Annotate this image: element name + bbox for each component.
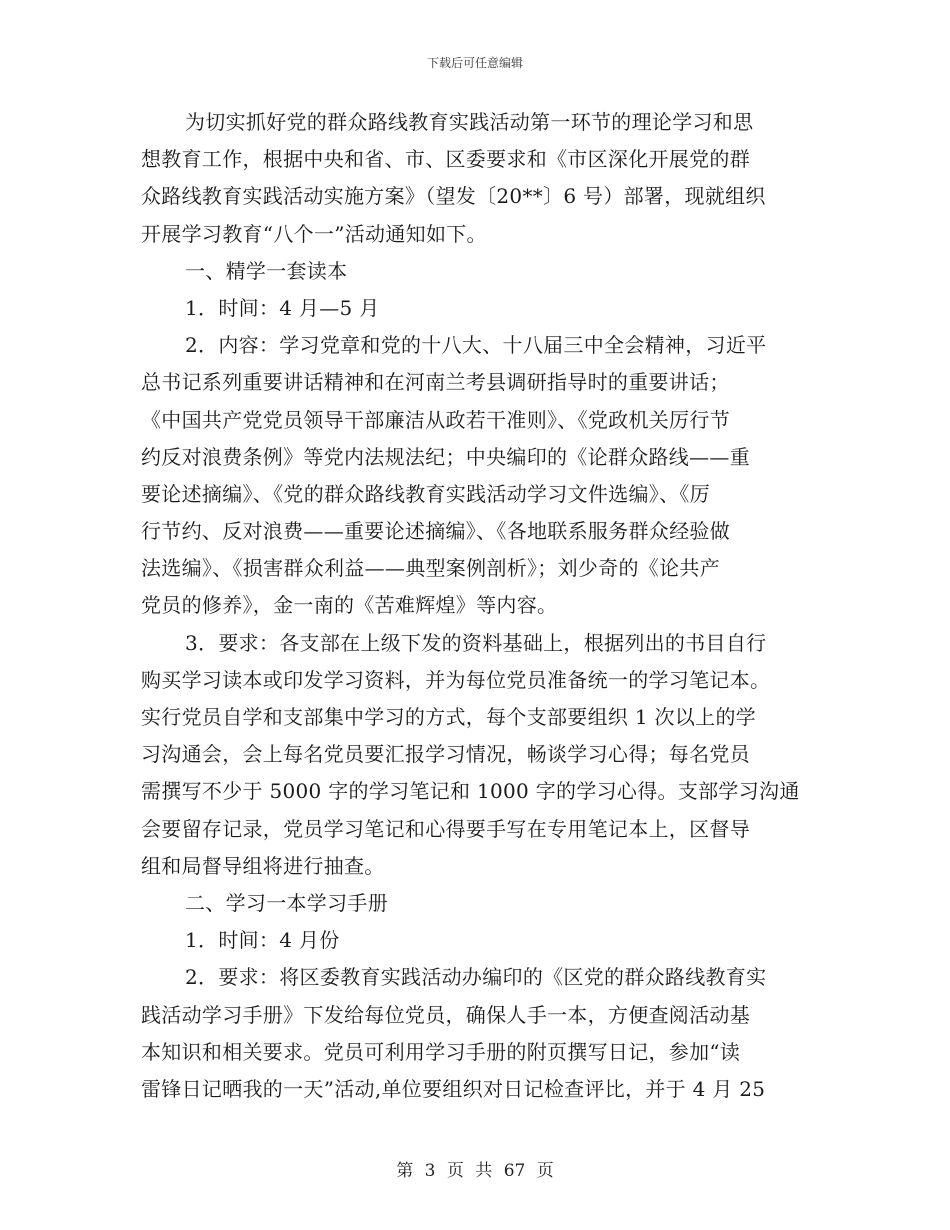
body-line: 习沟通会，会上每名党员要汇报学习情况，畅谈学习心得；每名党员 bbox=[141, 742, 750, 767]
body-line: 践活动学习手册》下发给每位党员，确保人手一本，方便查阅活动基 bbox=[141, 1002, 750, 1027]
body-line: 《中国共产党党员领导干部廉洁从政若干准则》、《党政机关厉行节 bbox=[141, 407, 730, 432]
body-line: 要论述摘编》、《党的群众路线教育实践活动学习文件选编》、《厉 bbox=[141, 481, 710, 506]
body-line: 1．时间：4 月份 bbox=[185, 928, 340, 953]
body-line: 总书记系列重要讲话精神和在河南兰考县调研指导时的重要讲话； bbox=[141, 370, 730, 395]
body-line: 本知识和相关要求。党员可利用学习手册的附页撰写日记，参加“读 bbox=[141, 1039, 741, 1064]
body-line: 党员的修养》，金一南的《苦难辉煌》等内容。 bbox=[141, 593, 558, 618]
body-line: 购买学习读本或印发学习资料，并为每位党员准备统一的学习笔记本。 bbox=[141, 667, 771, 692]
body-line: 1．时间：4 月—5 月 bbox=[185, 295, 380, 320]
section-heading-1: 一、精学一套读本 bbox=[185, 258, 348, 283]
body-line: 会要留存记录，党员学习笔记和心得要手写在专用笔记本上，区督导 bbox=[141, 816, 750, 841]
body-line: 2．要求：将区委教育实践活动办编印的《区党的群众路线教育实 bbox=[185, 965, 767, 990]
body-line: 需撰写不少于 5000 字的学习笔记和 1000 字的学习心得。支部学习沟通 bbox=[141, 779, 800, 804]
body-line: 雷锋日记晒我的一天”活动,单位要组织对日记检查评比，并于 4 月 25 bbox=[141, 1076, 766, 1101]
page-header-note: 下载后可任意编辑 bbox=[426, 56, 523, 70]
body-line: 行节约、反对浪费——重要论述摘编》、《各地联系服务群众经验做 bbox=[141, 519, 730, 544]
body-line: 实行党员自学和支部集中学习的方式，每个支部要组织 1 次以上的学 bbox=[141, 705, 757, 729]
body-line: 想教育工作，根据中央和省、市、区委要求和《市区深化开展党的群 bbox=[141, 147, 750, 172]
body-line: 开展学习教育“八个一”活动通知如下。 bbox=[141, 221, 487, 246]
body-line: 3．要求：各支部在上级下发的资料基础上，根据列出的书目自行 bbox=[185, 630, 767, 655]
body-line: 组和局督导组将进行抽查。 bbox=[141, 853, 385, 878]
section-heading-2: 二、学习一本学习手册 bbox=[185, 890, 388, 915]
body-line: 众路线教育实践活动实施方案》（望发〔20**〕6 号）部署，现就组织 bbox=[141, 184, 766, 209]
document-body bbox=[141, 104, 811, 1108]
body-line: 2．内容：学习党章和党的十八大、十八届三中全会精神，习近平 bbox=[185, 333, 767, 358]
body-line: 法选编》、《损害群众利益——典型案例剖析》；刘少奇的《论共产 bbox=[141, 556, 720, 581]
body-line: 约反对浪费条例》等党内法规法纪；中央编印的《论群众路线——重 bbox=[141, 444, 750, 469]
body-line: 为切实抓好党的群众路线教育实践活动第一环节的理论学习和思 bbox=[185, 110, 754, 134]
page-number-footer: 第 3 页 共 67 页 bbox=[396, 1161, 554, 1181]
